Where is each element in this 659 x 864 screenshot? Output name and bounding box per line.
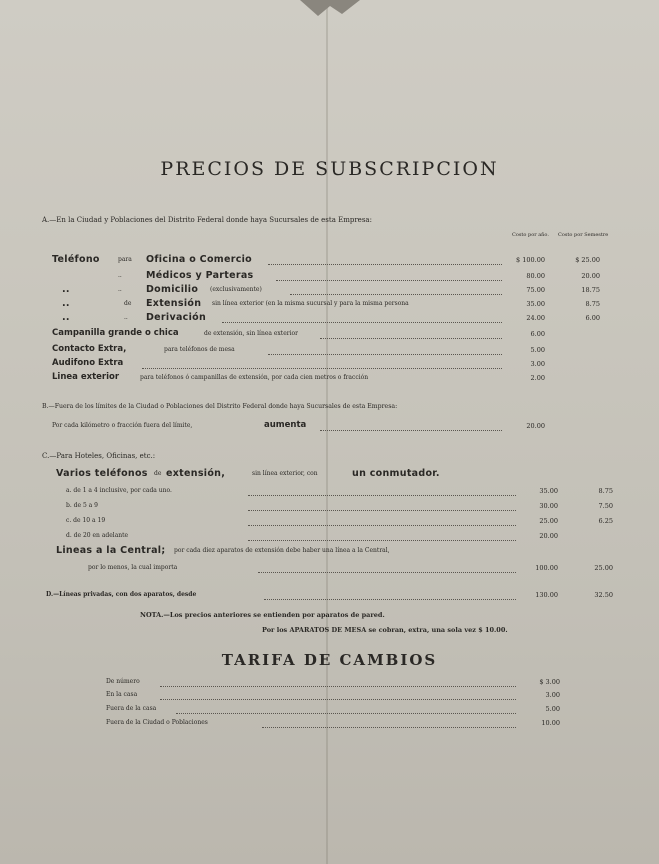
price-row <box>0 515 659 529</box>
price-row <box>0 270 659 284</box>
price-row <box>0 420 659 434</box>
row-item: Médicos y Parteras <box>146 270 254 281</box>
row-label: d. de 20 en adelante <box>66 532 129 539</box>
row-item: Oficina o Comercio <box>146 254 253 265</box>
row-mid: para <box>118 256 132 263</box>
row-mid: .. <box>124 314 128 321</box>
tarifa-price: 10.00 <box>541 719 560 727</box>
semester-price: $ 25.00 <box>575 256 600 264</box>
annual-price: 80.00 <box>526 272 545 280</box>
tarifa-title: TARIFA DE CAMBIOS <box>221 651 438 669</box>
row-item: Derivación <box>146 312 207 323</box>
tarifa-label: Fuera de la Ciudad o Poblaciones <box>106 719 208 726</box>
annual-price: 130.00 <box>535 591 558 599</box>
leader-dots <box>320 338 502 339</box>
leader-dots <box>276 280 502 281</box>
row-lead: .. <box>62 284 70 295</box>
leader-dots <box>160 686 516 687</box>
annual-price: 20.00 <box>526 422 545 430</box>
annual-price: 5.00 <box>530 346 545 354</box>
row-item: extensión, <box>166 468 226 479</box>
price-row <box>0 562 659 576</box>
row-item: Domicilio <box>146 284 199 295</box>
price-row <box>0 298 659 312</box>
extra-detail: de extensión, sin línea exterior <box>204 330 299 337</box>
leader-dots <box>248 495 516 496</box>
tarifa-row <box>0 689 659 703</box>
annual-price: 30.00 <box>539 502 558 510</box>
semester-price: 8.75 <box>598 487 613 495</box>
row-detail: sin línea exterior, con <box>252 470 318 477</box>
annual-price: 25.00 <box>539 517 558 525</box>
row-item: Lineas a la Central; <box>56 545 166 556</box>
row-detail: sin línea exterior (en la misma sucursal y para la misma persona <box>212 300 409 307</box>
row-label: c. de 10 a 19 <box>66 517 106 524</box>
annual-price: $ 100.00 <box>516 256 545 264</box>
section-c-main <box>0 468 659 482</box>
col-semester-header: Costo por Semestre <box>558 232 609 238</box>
tarifa-row <box>0 703 659 717</box>
tarifa-label: Fuera de la casa <box>106 705 157 712</box>
leader-dots <box>268 354 502 355</box>
row-mid: de <box>154 470 162 477</box>
row-item: aumenta <box>264 420 307 430</box>
row-detail: (exclusivamente) <box>210 286 262 293</box>
leader-dots <box>268 264 502 265</box>
leader-dots <box>320 430 502 431</box>
page-title: PRECIOS DE SUBSCRIPCION <box>160 158 499 180</box>
row-mid: .. <box>118 286 122 293</box>
price-row <box>0 284 659 298</box>
price-row <box>0 254 659 268</box>
semester-price: 6.00 <box>585 314 600 322</box>
annual-price: 6.00 <box>530 330 545 338</box>
extra-item: Campanilla grande o chica <box>52 328 179 338</box>
row-item: Varios teléfonos <box>56 468 148 479</box>
torn-edge <box>300 0 360 18</box>
price-row <box>0 500 659 514</box>
leader-dots <box>262 727 516 728</box>
price-row <box>0 530 659 544</box>
leader-dots <box>264 599 516 600</box>
extra-detail: para teléfonos ó campanillas de extensión, por cada cien metros o fracción <box>140 374 369 381</box>
row-label: b. de 5 a 9 <box>66 502 98 509</box>
extra-item: Contacto Extra, <box>52 344 127 354</box>
extra-item: Linea exterior <box>52 372 120 382</box>
semester-price: 7.50 <box>598 502 613 510</box>
row-detail: Por cada kilómetro o fracción fuera del límite, <box>52 422 193 429</box>
semester-price: 8.75 <box>585 300 600 308</box>
semester-price: 18.75 <box>581 286 600 294</box>
row-lead: .. <box>62 298 70 309</box>
price-row <box>0 589 659 603</box>
row-mid: de <box>124 300 132 307</box>
leader-dots <box>248 510 516 511</box>
extra-item: Audifono Extra <box>52 358 124 368</box>
leader-dots <box>248 540 516 541</box>
annual-price: 3.00 <box>530 360 545 368</box>
leader-dots <box>258 572 516 573</box>
row-item: Extensión <box>146 298 202 309</box>
row-detail: por lo menos, la cual importa <box>88 564 178 571</box>
annual-price: 100.00 <box>535 564 558 572</box>
annual-price: 75.00 <box>526 286 545 294</box>
tarifa-price: 5.00 <box>545 705 560 713</box>
annual-price: 35.00 <box>526 300 545 308</box>
tarifa-price: $ 3.00 <box>539 678 560 686</box>
price-row <box>0 485 659 499</box>
extra-row <box>0 358 659 372</box>
note-line-1: NOTA.—Los precios anteriores se entienden por aparatos de pared. <box>140 611 385 619</box>
section-b-heading: B.—Fuera de los límites de la Ciudad o Poblaciones del Distrito Federal donde haya Sucursales de esta Empresa: <box>42 403 398 410</box>
leader-dots <box>176 713 516 714</box>
tarifa-label: De número <box>106 678 140 685</box>
extra-detail: para teléfonos de mesa <box>164 346 235 353</box>
col-annual-header: Costo por año. <box>512 232 549 238</box>
annual-price: 20.00 <box>539 532 558 540</box>
leader-dots <box>160 699 516 700</box>
leader-dots <box>290 294 502 295</box>
row-label: a. de 1 a 4 inclusive, por cada uno. <box>66 487 172 494</box>
row-lead: Teléfono <box>52 254 100 265</box>
leader-dots <box>222 322 502 323</box>
row-detail: por cada diez aparatos de extensión debe haber una línea a la Central, <box>174 547 390 554</box>
price-row <box>0 312 659 326</box>
semester-price: 32.50 <box>594 591 613 599</box>
leader-dots <box>248 525 516 526</box>
section-d-text: D.—Líneas privadas, con dos aparatos, desde <box>46 591 197 598</box>
row-lead: .. <box>62 312 70 323</box>
row-mid: .. <box>118 272 122 279</box>
semester-price: 6.25 <box>598 517 613 525</box>
row-item: un conmutador. <box>352 468 440 479</box>
tarifa-row <box>0 676 659 690</box>
extra-row <box>0 372 659 386</box>
extra-row <box>0 328 659 342</box>
tarifa-price: 3.00 <box>545 691 560 699</box>
tarifa-label: En la casa <box>106 691 138 698</box>
section-c-heading: C.—Para Hoteles, Oficinas, etc.: <box>42 452 156 460</box>
semester-price: 20.00 <box>581 272 600 280</box>
leader-dots <box>142 368 502 369</box>
lineas-row <box>0 545 659 559</box>
annual-price: 24.00 <box>526 314 545 322</box>
annual-price: 2.00 <box>530 374 545 382</box>
extra-row <box>0 344 659 358</box>
section-a-heading: A.—En la Ciudad y Poblaciones del Distrito Federal donde haya Sucursales de esta Empresa: <box>42 216 372 224</box>
tarifa-row <box>0 717 659 731</box>
note-line-2: Por los APARATOS DE MESA se cobran, extra, una sola vez $ 10.00. <box>262 626 508 634</box>
semester-price: 25.00 <box>594 564 613 572</box>
annual-price: 35.00 <box>539 487 558 495</box>
